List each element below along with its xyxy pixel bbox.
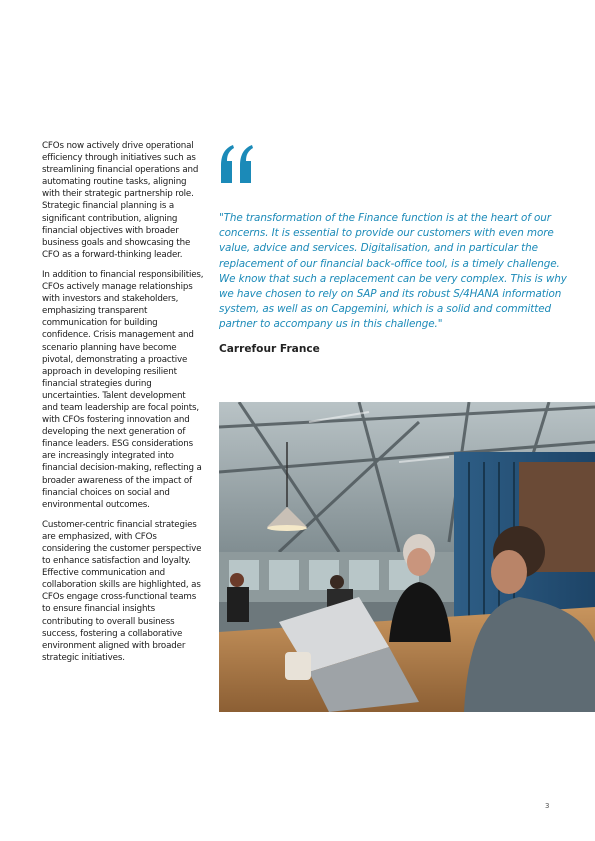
body-paragraph-2: In addition to financial responsibilities, CFOs actively manage relationships with investors and stakeholders, emphasizing transparent communication for building confidence. Crisis management and scenario planning have become pivotal, demonstrating a proactive approach in developing resilient financial strategies during uncertainties. Talent development and team leadership are focal points, with CFOs fostering innovation and developing the next generation of finance leaders. ESG considerations are increasingly integrated into financial decision-making, reflecting a broader awareness of the impact of financial choices on social and environmental outcomes. [42, 269, 204, 510]
customer-quote: "The transformation of the Finance function is at the heart of our concerns. It is essential to provide our customers with even more value, advice and services. Digitalisation, and in particular the replacement of our financial back-office tool, is a timely challenge. We know that such a replacement can be very complex. This is why we have chosen to rely on SAP and its robust S/4HANA information system, as well as on Capgemini, which is a solid and committed partner to accompany us in this challenge." [219, 212, 567, 331]
body-paragraph-3: Customer-centric financial strategies are emphasized, with CFOs considering the customer perspective to enhance satisfaction and loyalty. Effective communication and collaboration skills are highlighted, as CFOs engage cross-functional teams to ensure financial insights contributing to overall business success, fostering a collaborative environment aligned with broader strategic initiatives. [42, 519, 202, 663]
page-number: 3 [545, 802, 550, 810]
body-paragraph-1: CFOs now actively drive operational efficiency through initiatives such as streamlining financial operations and automating routine tasks, aligning with their strategic partnership role. Strategic financial planning is a significant contribution, aligning financial objectives with broader business goals and showcasing the CFO as a forward-thinking leader. [42, 141, 199, 260]
quote-attribution: Carrefour France [219, 343, 320, 355]
quote-mark-icon [219, 143, 259, 183]
body-text-column [42, 140, 204, 672]
office-team-photo [219, 402, 595, 712]
